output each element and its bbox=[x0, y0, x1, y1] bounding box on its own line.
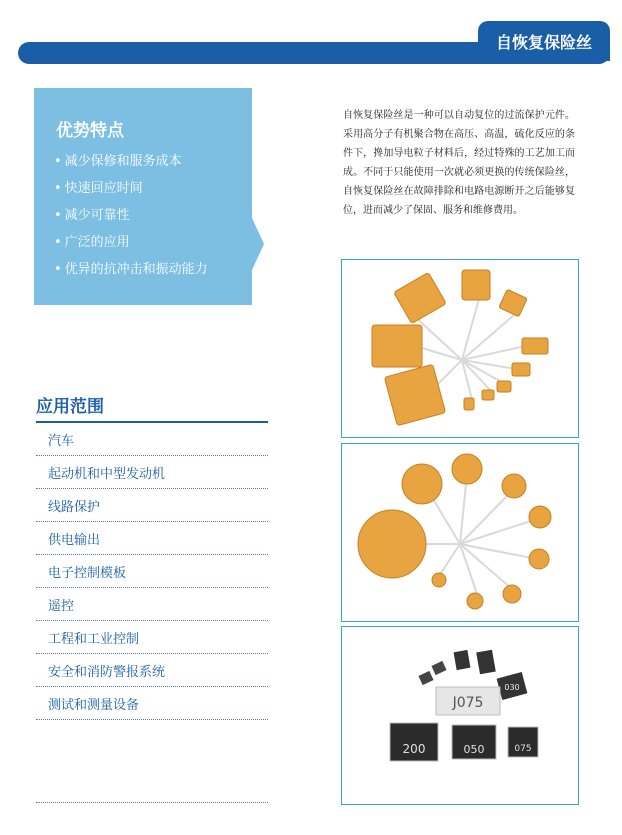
advantage-item: • 优异的抗冲击和振动能力 bbox=[54, 262, 208, 277]
advantage-item: • 广泛的应用 bbox=[54, 235, 130, 250]
photo-disc-fuses bbox=[341, 443, 579, 622]
applications-end-rule bbox=[36, 802, 268, 803]
smd-label-small2: 050 bbox=[463, 743, 485, 756]
application-item: 测试和测量设备 bbox=[36, 687, 268, 720]
intro-paragraph: 自恢复保险丝是一种可以自动复位的过流保护元件。采用高分子有机聚合物在高压、高温，硫化反应的条件下，搀加导电粒子材料后，经过特殊的工艺加工而成。不同于只能使用一次就必须更换的传统保险丝，自恢复保险丝在故障排除和电路电源断开之后能够复位，进而减少了保固、服务和维修费用。 bbox=[343, 110, 575, 216]
application-item: 线路保护 bbox=[36, 489, 268, 522]
advantages-list bbox=[54, 148, 208, 283]
application-item: 汽车 bbox=[36, 423, 268, 456]
application-item: 遥控 bbox=[36, 588, 268, 621]
advantage-item: • 减少可靠性 bbox=[54, 208, 130, 223]
advantages-title: 优势特点 bbox=[56, 121, 124, 141]
bullet-icon: • bbox=[54, 154, 62, 169]
photo-smd-fuses bbox=[341, 626, 579, 805]
application-item: 起动机和中型发动机 bbox=[36, 456, 268, 489]
advantage-item: • 快速回应时间 bbox=[54, 181, 143, 196]
panel-arrow-icon bbox=[252, 218, 264, 270]
application-item: 工程和工业控制 bbox=[36, 621, 268, 654]
applications-list bbox=[36, 423, 268, 720]
applications-title: 应用范围 bbox=[36, 397, 104, 417]
header-title: 自恢复保险丝 bbox=[478, 21, 610, 61]
smd-label-small1: 200 bbox=[402, 742, 426, 756]
application-item: 安全和消防警报系统 bbox=[36, 654, 268, 687]
smd-label-small4: 030 bbox=[504, 683, 520, 692]
bullet-icon: • bbox=[54, 262, 62, 277]
bullet-icon: • bbox=[54, 181, 62, 196]
advantage-item: • 减少保修和服务成本 bbox=[54, 154, 182, 169]
application-item: 供电输出 bbox=[36, 522, 268, 555]
application-item: 电子控制模板 bbox=[36, 555, 268, 588]
photo-rect-fuses bbox=[341, 259, 579, 438]
bullet-icon: • bbox=[54, 208, 62, 223]
bullet-icon: • bbox=[54, 235, 62, 250]
smd-label-large: J075 bbox=[452, 695, 484, 711]
smd-label-small3: 075 bbox=[514, 744, 532, 754]
advantages-panel bbox=[34, 88, 252, 305]
